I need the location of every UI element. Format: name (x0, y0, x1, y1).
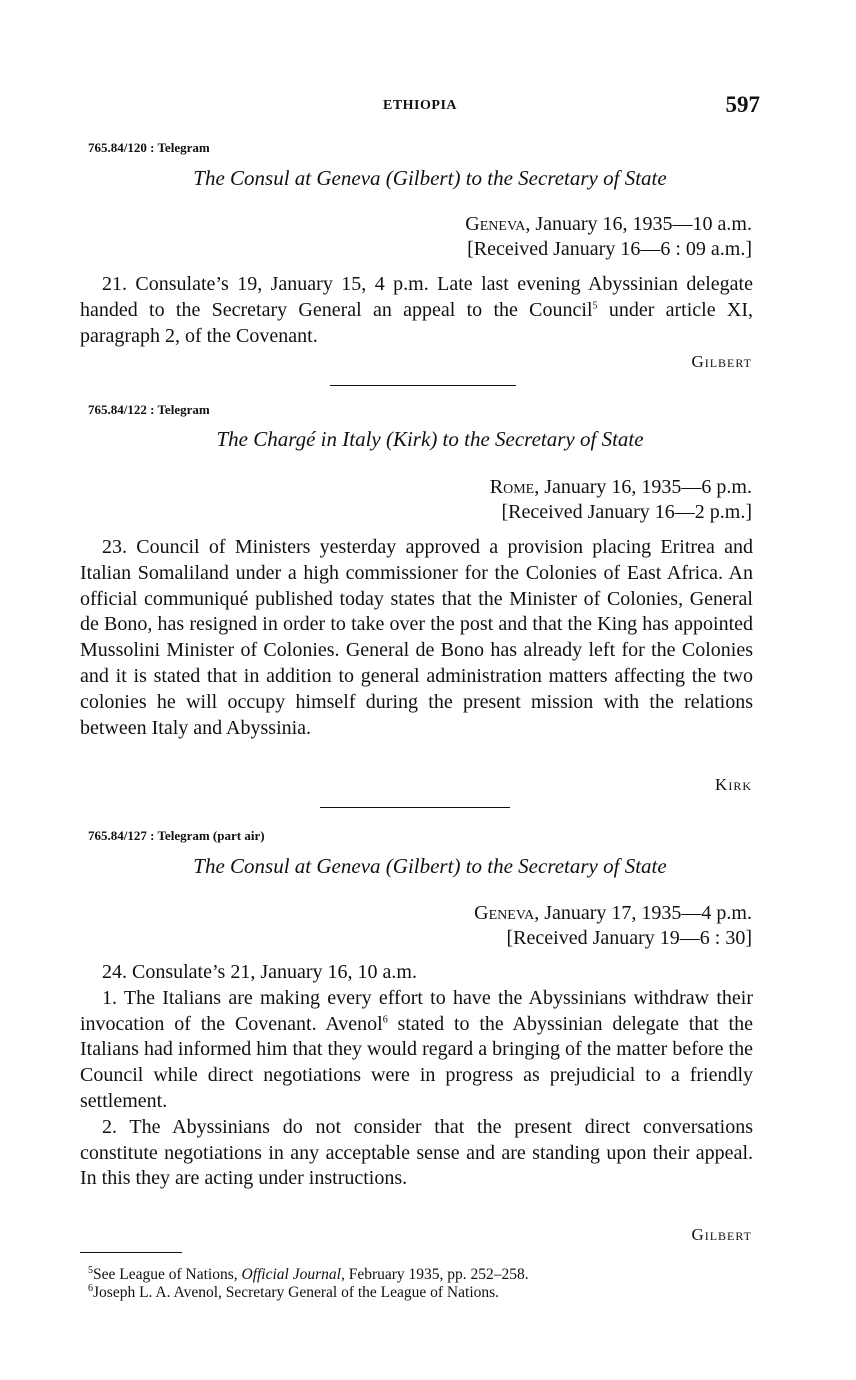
footnote-text: , February 1935, pp. 252–258. (340, 1266, 529, 1283)
title-part: The Chargé in Italy ( (216, 427, 393, 451)
paragraph (80, 986, 753, 1115)
dateline-date: , January 16, 1935—6 p.m. (534, 476, 752, 498)
section-separator (330, 385, 516, 386)
paragraph-text: 21. Consulate’s 19, January 15, 4 p.m. Late last evening Abyssinian delegate handed to the Secretary General an appeal to the Council (80, 273, 753, 321)
telegram-body (80, 535, 753, 741)
dateline (474, 901, 752, 926)
paragraph: 2. The Abyssinians do not consider that the present direct conversations constitute negotiations in any acceptable sense and are standing upon their appeal. In this they are acting under instructions. (80, 1115, 753, 1190)
dateline-place: Rome (489, 476, 535, 498)
paragraph (80, 272, 753, 349)
title-part: The Consul at Geneva ( (193, 854, 393, 878)
signature: Gilbert (691, 352, 752, 371)
paragraph-text: stated to the Abyssinian delegate that the Italians had informed him that they would regard a bringing of the matter before the Council while direct negotiations were in progress as prejudicial to a friendly settlement. (80, 1012, 753, 1112)
title-part: ) to the Secretary of State (453, 166, 667, 190)
footnote-mark: 6 (88, 1282, 93, 1294)
footnote-marker: 6 (382, 1013, 388, 1025)
dateline-place: Geneva (465, 213, 526, 235)
dateline-date: , January 17, 1935—4 p.m. (534, 902, 752, 924)
title-name: Kirk (392, 427, 431, 451)
dateline (465, 212, 752, 237)
footnote-rule (80, 1252, 182, 1253)
title-part: ) to the Secretary of State (430, 427, 644, 451)
section-separator (320, 807, 510, 808)
received-line: [Received January 19—6 : 30] (506, 927, 752, 949)
telegram-body (80, 272, 753, 349)
footnote-marker: 5 (592, 300, 598, 312)
file-reference: 765.84/127 : Telegram (part air) (88, 828, 265, 843)
paragraph: 23. Council of Ministers yesterday approved a provision placing Eritrea and Italian Somaliland under a high commissioner for the Colonies of East Africa. An official communiqué published today states that the Minister of Colonies, General de Bono, has resigned in order to take over the post and that the King has appointed Mussolini Minister of Colonies. General de Bono has already left for the Colonies and it is stated that in addition to general administration matters affecting the two colonies he will occupy himself during the present mission with the relations between Italy and Abyssinia. (80, 536, 753, 739)
footnote-text: Joseph L. A. Avenol, Secretary General of the League of Nations. (93, 1284, 500, 1301)
footnote-italic: Official Journal (241, 1266, 341, 1283)
title-part: ) to the Secretary of State (453, 854, 667, 878)
telegram-body (80, 960, 753, 1192)
footnote-mark: 5 (88, 1264, 93, 1276)
footnote-text: See League of Nations, (93, 1266, 242, 1283)
title-part: The Consul at Geneva ( (193, 166, 393, 190)
running-title: ETHIOPIA (382, 98, 457, 113)
received-line: [Received January 16—6 : 09 a.m.] (467, 238, 752, 260)
paragraph-text: under article XI, paragraph 2, of the Covenant. (80, 298, 753, 347)
received-line: [Received January 16—2 p.m.] (501, 501, 752, 523)
file-reference: 765.84/122 : Telegram (88, 402, 210, 417)
signature: Kirk (715, 775, 752, 794)
paragraph: 24. Consulate’s 21, January 16, 10 a.m. (102, 961, 417, 983)
paragraph-text: 1. The Italians are making every effort to have the Abyssinians withdraw their invocation of the Covenant. Avenol (80, 986, 753, 1035)
file-reference: 765.84/120 : Telegram (88, 140, 210, 155)
running-header (80, 92, 760, 124)
dateline-place: Geneva (474, 902, 535, 924)
footnote (88, 1266, 768, 1284)
title-name: Gilbert (392, 166, 454, 190)
document-title (80, 854, 780, 879)
dateline (490, 475, 752, 500)
document-title (80, 427, 780, 452)
document-title (80, 166, 780, 191)
page-number: 597 (725, 92, 760, 117)
signature: Gilbert (691, 1225, 752, 1244)
footnote (88, 1284, 768, 1302)
title-name: Gilbert (392, 854, 454, 878)
dateline-date: , January 16, 1935—10 a.m. (525, 213, 752, 235)
